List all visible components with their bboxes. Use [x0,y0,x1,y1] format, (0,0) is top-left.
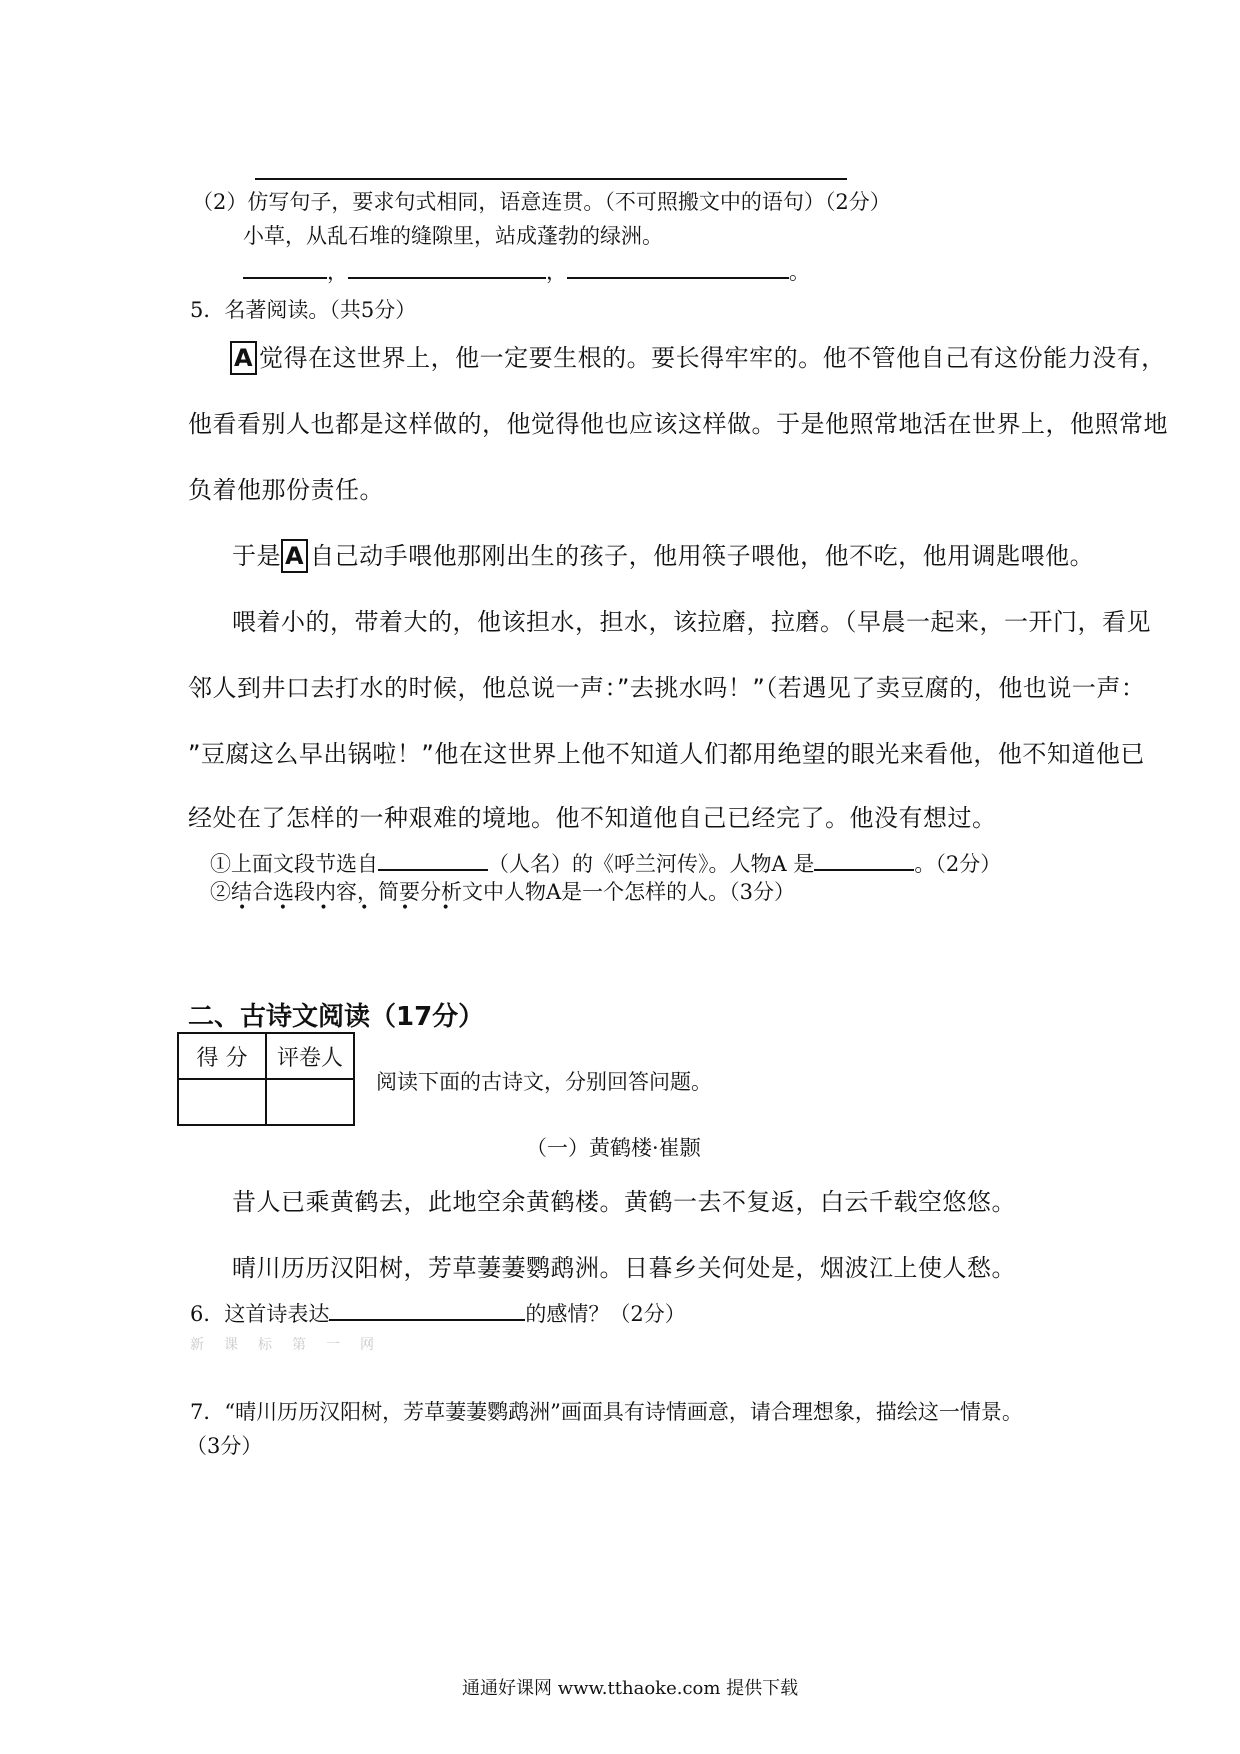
q5-sub2: ②结合选段内容，简要分析文中人物A是一个怎样的人。（3分） [210,880,796,904]
grader-cell[interactable] [266,1079,354,1125]
q5-passage-line: A 觉得在这世界上，他一定要生根的。要长得牢牢的。他不管他自己有这份能力没有， [230,338,1166,375]
q4-sub2-label: （2）仿写句子，要求句式相同，语意连贯。（不可照搬文中的语句）（2分） [192,190,891,214]
answer-blank[interactable] [329,1296,525,1321]
section-instruction: 阅读下面的古诗文，分别回答问题。 [376,1070,712,1094]
character-a-marker: A [230,341,257,375]
q4-sub2-example: 小草，从乱石堆的缝隙里，站成蓬勃的绿洲。 [243,224,663,248]
footer: 通通好课网 www.tthaoke.com 提供下载 [462,1678,799,1699]
poem-line: 昔人已乘黄鹤去，此地空余黄鹤楼。黄鹤一去不复返，白云千载空悠悠。 [232,1188,1016,1216]
score-table-header: 得 分 [178,1033,266,1079]
poem-title: （一）黄鹤楼·崔颢 [526,1136,701,1160]
emphasis-dots: • • • • • • [238,900,464,916]
q5-passage-line: 他看看别人也都是这样做的，他觉得他也应该这样做。于是他照常地活在世界上，他照常地 [188,410,1168,438]
q5-passage-line: 负着他那份责任。 [188,476,384,504]
q4-sub2-answer-blanks: ， ， 。 [243,254,810,286]
q7-line: （3分） [186,1434,263,1458]
answer-blank[interactable] [348,254,546,279]
answer-blank[interactable] [243,254,327,279]
answer-line [255,178,847,180]
answer-blank[interactable] [378,846,488,871]
q5-passage-line: 喂着小的，带着大的，他该担水，担水，该拉磨，拉磨。（早晨一起来，一开门，看见 [232,608,1151,636]
q5-passage-line: 于是 A 自己动手喂他那刚出生的孩子，他用筷子喂他，他不吃，他用调匙喂他。 [232,536,1094,573]
character-a-marker: A [281,539,308,573]
poem-line: 晴川历历汉阳树，芳草萋萋鹦鹉洲。日暮乡关何处是，烟波江上使人愁。 [232,1254,1016,1282]
answer-blank[interactable] [567,254,789,279]
section-title: 二、古诗文阅读（17分） [188,1002,485,1032]
q6: 6．这首诗表达 的感情？（2分） [190,1296,686,1328]
q7-line: 7．“晴川历历汉阳树，芳草萋萋鹦鹉洲”画面具有诗情画意，请合理想象，描绘这一情景。 [190,1400,1023,1424]
q5-heading: 5．名著阅读。（共5分） [190,298,417,322]
score-cell[interactable] [178,1079,266,1125]
q5-sub1: ①上面文段节选自 （人名）的《呼兰河传》。人物A 是 。（2分） [210,846,1001,878]
q5-passage-line: 邻人到井口去打水的时候，他总说一声：”去挑水吗！”（若遇见了卖豆腐的，他也说一声： [188,674,1146,702]
answer-blank[interactable] [814,846,914,871]
score-table-header: 评卷人 [266,1033,354,1079]
q5-passage-line: ”豆腐这么早出锅啦！”他在这世界上他不知道人们都用绝望的眼光来看他，他不知道他已 [188,740,1145,768]
score-table [177,1032,355,1126]
watermark: 新课标第一网 [190,1337,394,1353]
q5-passage-line: 经处在了怎样的一种艰难的境地。他不知道他自己已经完了。他没有想过。 [188,804,997,832]
